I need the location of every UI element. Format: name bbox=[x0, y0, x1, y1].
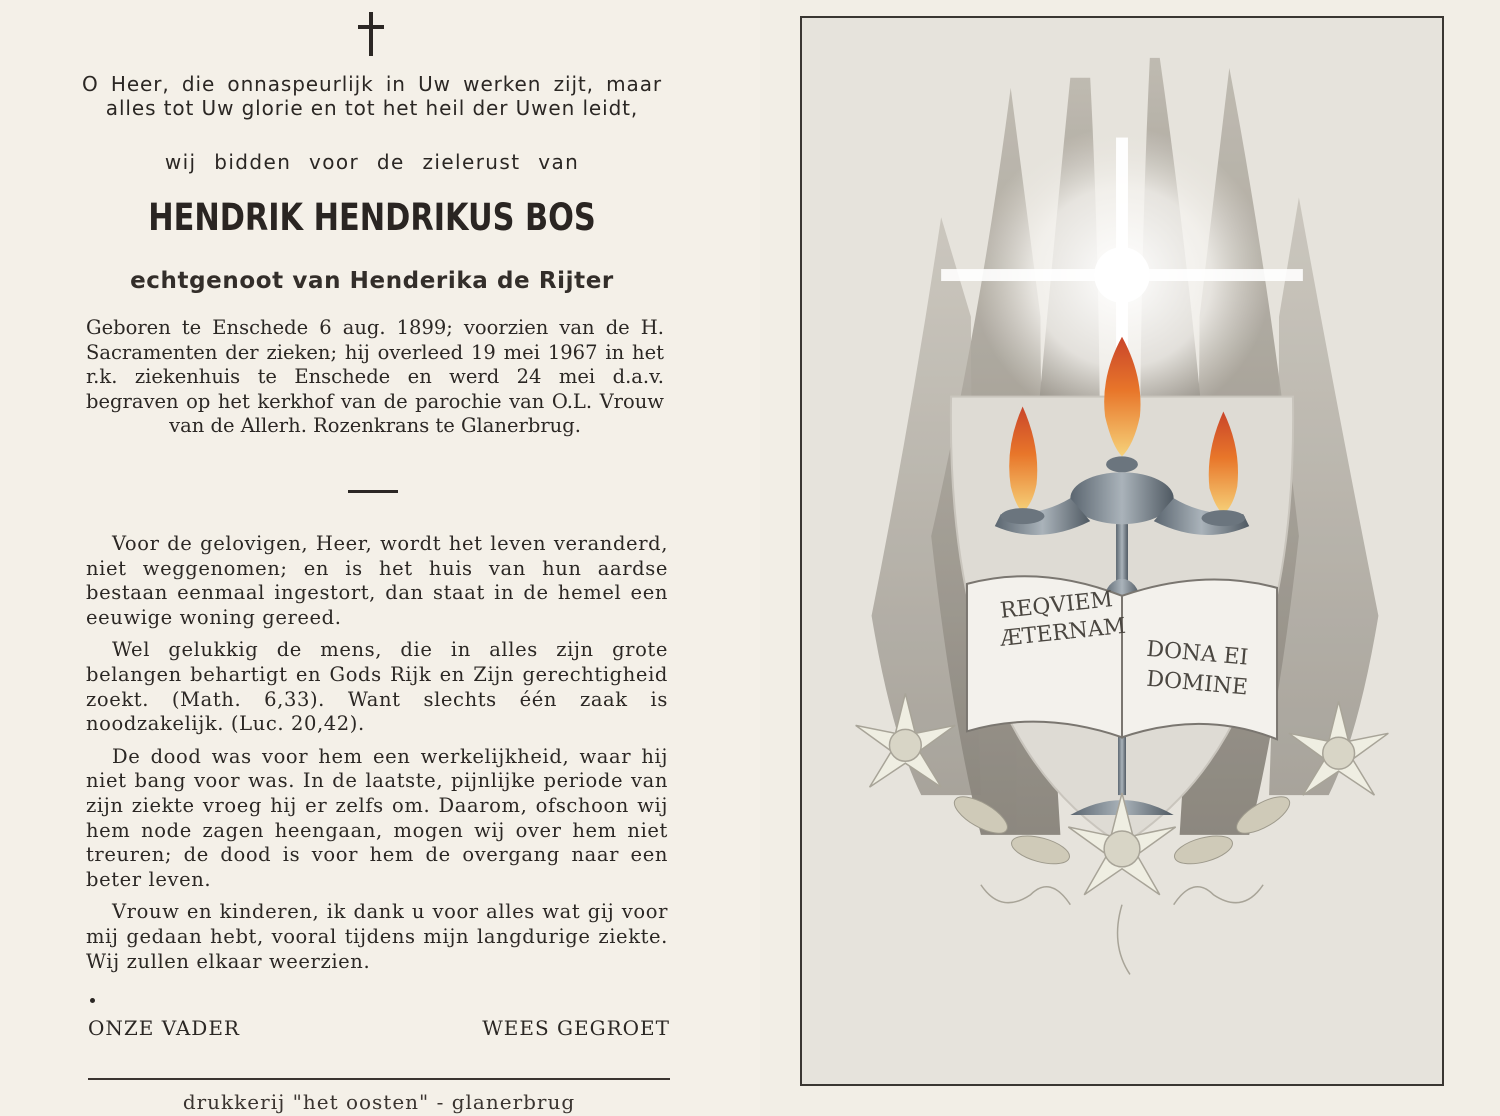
open-book-icon bbox=[967, 576, 1277, 739]
cross-icon bbox=[356, 12, 386, 56]
spouse-line: echtgenoot van Henderika de Rijter bbox=[130, 268, 614, 294]
deceased-name: HENDRIK HENDRIKUS BOS bbox=[148, 196, 596, 239]
illustration-svg bbox=[802, 18, 1442, 1084]
prayer-wees-gegroet: WEES GEGROET bbox=[482, 1016, 670, 1040]
book-text-aeternam: ÆTERNAM bbox=[998, 613, 1128, 652]
bottom-rule bbox=[88, 1078, 670, 1080]
body-paragraph: Vrouw en kinderen, ik dank u voor alles wat gij voor mij gedaan hebt, vooral tijdens mijn langdurige ziekte. Wij zullen elkaar weerzien. bbox=[86, 900, 668, 973]
ink-dot bbox=[90, 998, 95, 1003]
prayer-for-line: wij bidden voor de zielerust van bbox=[164, 150, 580, 174]
body-paragraph: Voor de gelovigen, Heer, wordt het leven veranderd, niet weggenomen; en is het huis van hun aardse bestaan eenmaal ingestort, dan staat in de hemel een eeuwige woning gereed. bbox=[86, 532, 668, 629]
prayer-onze-vader: ONZE VADER bbox=[88, 1016, 240, 1040]
body-paragraph: Wel gelukkig de mens, die in alles zijn grote belangen behartigt en Gods Rijk en Zijn gerechtigheid zoekt. (Math. 6,33). Want slechts één zaak is noodzakelijk. (Luc. 20,42). bbox=[86, 638, 668, 736]
body-paragraph: De dood was voor hem een werkelijkheid, waar hij niet bang voor was. In de laatste, pijnlijke periode van zijn ziekte vroeg hij er zelfs om. Daarom, ofschoon wij hem node zagen heengaan, mogen wij over hem niet treuren; de dood is voor hem de overgang naar een beter leven. bbox=[86, 744, 668, 891]
body-text bbox=[86, 532, 668, 982]
book-text-domine: DOMINE bbox=[1145, 666, 1249, 701]
opening-prayer: O Heer, die onnaspeurlijk in Uw werken zijt, maar alles tot Uw glorie en tot het heil der Uwen leidt, bbox=[82, 72, 662, 120]
book-text-dona-ei: DONA EI bbox=[1145, 636, 1250, 671]
biography: Geboren te Enschede 6 aug. 1899; voorzien van de H. Sacramenten der zieken; hij overleed 19 mei 1967 in het r.k. ziekenhuis te Enschede en werd 24 mei d.a.v. begraven op het kerkhof van de parochie van O.L. Vrouw van de Allerh. Rozenkrans te Glanerbrug. bbox=[86, 316, 664, 438]
section-divider bbox=[348, 490, 398, 493]
printer-credit: drukkerij "het oosten" - glanerbrug bbox=[182, 1090, 576, 1114]
devotional-illustration bbox=[800, 16, 1444, 1086]
book-text-requiem: REQVIEM bbox=[998, 587, 1115, 624]
